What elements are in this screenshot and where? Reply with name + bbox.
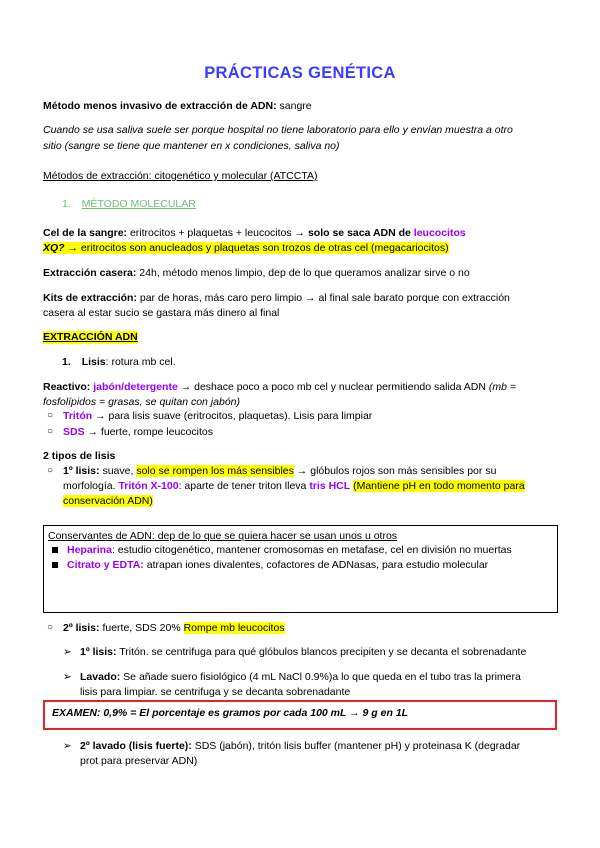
text: : aparte de tener triton lleva	[178, 480, 310, 492]
page-title: PRÁCTICAS GENÉTICA	[204, 64, 396, 82]
hollow-bullet-icon: ○	[47, 465, 54, 476]
box-heading: Conservantes de ADN: dep de lo que se quiera hacer se usan unos u otros	[48, 530, 398, 542]
text: suave,	[99, 465, 137, 477]
text: atrapan iones divalentes, cofactores de ADNasas, para estudio molecular	[143, 559, 489, 571]
paragraph-kits-line1	[43, 292, 510, 305]
text: : estudio citogenético, mantener cromosomas en metafase, cel en división no muertas	[111, 544, 512, 556]
highlight: solo se rompen los más sensibles	[136, 465, 294, 477]
paragraph-saliva-line1: Cuando se usa saliva suele ser porque hospital no tiene laboratorio para ello y envían muestra a otro	[43, 124, 513, 136]
purple-text: jabón/detergente	[93, 381, 178, 393]
text: fuerte, SDS 20%	[99, 622, 184, 634]
label: Citrato y EDTA:	[67, 559, 144, 571]
text: Tritón. se centrifuga para qué glóbulos blancos precipiten y se decanta el sobrenadante	[116, 646, 527, 658]
heading-tipos-lisis: 2 tipos de lisis	[43, 450, 116, 462]
italic-text: (mb =	[488, 381, 517, 393]
xq-label: XQ?	[43, 242, 65, 254]
xq-text: → eritrocitos son anucleados y plaquetas son trozos de otras cel (megacariocitos)	[64, 242, 449, 254]
label: Lavado:	[80, 671, 121, 683]
text: Se añade suero fisiológico (4 mL NaCl 0.9%)a lo que queda en el tubo tras la primera	[120, 671, 521, 683]
purple-text: leucocitos	[413, 227, 466, 239]
text: → glóbulos rojos son más sensibles por su	[293, 465, 497, 477]
label: Reactivo:	[43, 381, 91, 393]
sub-item-lavado-line1	[80, 671, 521, 684]
exam-text: El porcentaje es gramos por cada 100 mL → 9 g en 1L	[136, 707, 409, 719]
arrow-bullet-icon: ➢	[63, 740, 72, 752]
exam-label: EXAMEN: 0,9% =	[52, 707, 137, 719]
list-item-lisis1-line2	[63, 480, 525, 493]
paragraph-casera	[43, 267, 470, 280]
paragraph-cel-sangre	[43, 227, 466, 240]
purple-text: Tritón X-100	[118, 480, 179, 492]
list-item-lisis2	[63, 622, 285, 635]
text: SDS (jabón), tritón lisis buffer (mantener pH) y proteinasa K (degradar	[191, 740, 521, 752]
text: → para lisis suave (eritrocitos, plaquetas). Lisis para limpiar	[92, 410, 373, 422]
arrow-bullet-icon: ➢	[63, 671, 72, 683]
label: Extracción casera:	[43, 267, 137, 279]
sub-item-lavado-line2: lisis para limpiar. se centrifuga y se decanta sobrenadante	[80, 686, 351, 698]
highlight: Rompe mb leucocitos	[183, 622, 285, 634]
list-item-sds	[63, 426, 213, 439]
list-item-triton	[63, 410, 372, 423]
section-number: 1.	[62, 198, 71, 210]
square-bullet-icon	[52, 547, 58, 553]
highlight: (Mantiene pH en todo momento para	[353, 480, 525, 492]
paragraph-saliva-line2: sitio (sangre se tiene que mantener en x condiciones, saliva no)	[43, 140, 340, 152]
sub-item-lavado2-line1	[80, 740, 520, 753]
box-item-heparina	[67, 544, 512, 557]
hollow-bullet-icon: ○	[47, 622, 54, 633]
label: SDS	[63, 426, 85, 438]
list-item-lisis	[62, 356, 176, 369]
list-item-lisis1-line3	[63, 495, 153, 508]
paragraph-reactivo-line2: fosfolípidos = grasas, se quitan con jabón)	[43, 396, 240, 408]
highlight: conservación ADN)	[63, 495, 153, 507]
hollow-bullet-icon: ○	[47, 426, 54, 437]
list-item-lisis1-line1	[63, 465, 496, 478]
paragraph-metodo	[43, 100, 312, 113]
section-heading-molecular	[62, 198, 196, 211]
text: eritrocitos + plaquetas + leucocitos →	[127, 227, 308, 239]
section-label: MÉTODO MOLECULAR	[81, 198, 196, 210]
text: → deshace poco a poco mb cel y nuclear permitiendo salida ADN	[177, 381, 489, 393]
text: par de horas, más caro pero limpio → al final sale barato porque con extracción	[136, 292, 510, 304]
item-text: : rotura mb cel.	[105, 356, 176, 368]
bold-text: solo se saca ADN de	[307, 227, 414, 239]
sub-item-lavado2-line2: prot para preservar ADN)	[80, 755, 198, 767]
text: sangre	[276, 100, 312, 112]
label: 2º lavado (lisis fuerte):	[80, 740, 192, 752]
exam-note	[52, 707, 408, 720]
paragraph-reactivo-line1	[43, 381, 516, 394]
label: Kits de extracción:	[43, 292, 137, 304]
label: 1º lisis:	[63, 465, 100, 477]
box-item-citrato	[67, 559, 488, 572]
text: → fuerte, rompe leucocitos	[84, 426, 213, 438]
paragraph-xq	[43, 242, 449, 255]
paragraph-metodos-extraccion: Métodos de extracción: citogenético y molecular (ATCCTA)	[43, 170, 318, 182]
label: Método menos invasivo de extracción de ADN:	[43, 100, 277, 112]
sub-item-1-lisis	[80, 646, 526, 659]
label: Heparina	[67, 544, 112, 556]
label: 1º lisis:	[80, 646, 117, 658]
item-label: Lisis	[81, 356, 106, 368]
text: morfología.	[63, 480, 119, 492]
paragraph-kits-line2: casera al estar sucio se gastara más dinero al final	[43, 307, 280, 319]
text: 24h, método menos limpio, dep de lo que queramos analizar sirve o no	[136, 267, 470, 279]
arrow-bullet-icon: ➢	[63, 646, 72, 658]
item-number: 1.	[62, 356, 71, 368]
square-bullet-icon	[52, 562, 58, 568]
heading-extraccion-adn: EXTRACCIÓN ADN	[43, 331, 138, 343]
label: Cel de la sangre:	[43, 227, 128, 239]
purple-text: tris HCL	[309, 480, 351, 492]
label: Tritón	[63, 410, 93, 422]
hollow-bullet-icon: ○	[47, 410, 54, 421]
label: 2º lisis:	[63, 622, 100, 634]
